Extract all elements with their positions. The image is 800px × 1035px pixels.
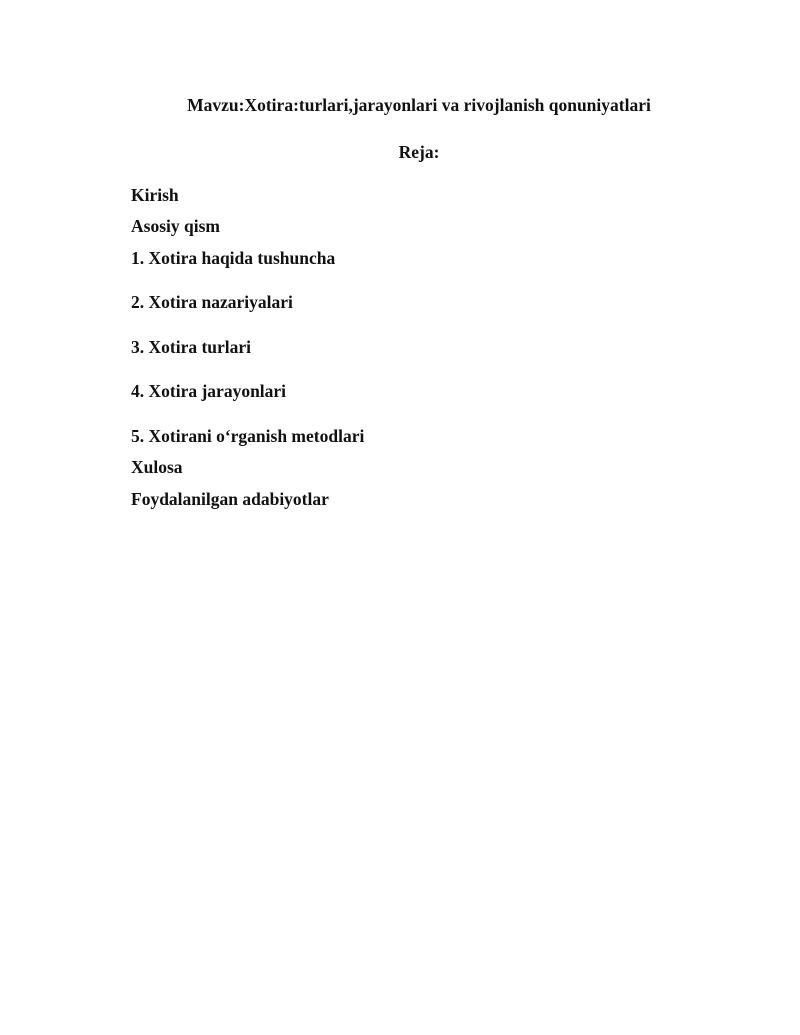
plan-item-study-methods: 5. Xotirani o‘rganish metodlari — [131, 426, 365, 446]
plan-item-conclusion: Xulosa — [131, 457, 183, 477]
plan-item-memory-types: 3. Xotira turlari — [131, 337, 252, 357]
plan-heading: Reja: — [398, 142, 440, 162]
plan-item-memory-concept: 1. Xotira haqida tushuncha — [131, 248, 336, 268]
plan-item-memory-theories: 2. Xotira nazariyalari — [131, 292, 293, 312]
document-topic-title: Mavzu:Xotira:turlari,jarayonlari va rivojlanish qonuniyatlari — [187, 95, 651, 115]
plan-item-introduction: Kirish — [131, 185, 179, 205]
plan-item-references: Foydalanilgan adabiyotlar — [131, 489, 329, 509]
plan-item-memory-processes: 4. Xotira jarayonlari — [131, 381, 287, 401]
plan-item-main-part: Asosiy qism — [131, 216, 220, 236]
